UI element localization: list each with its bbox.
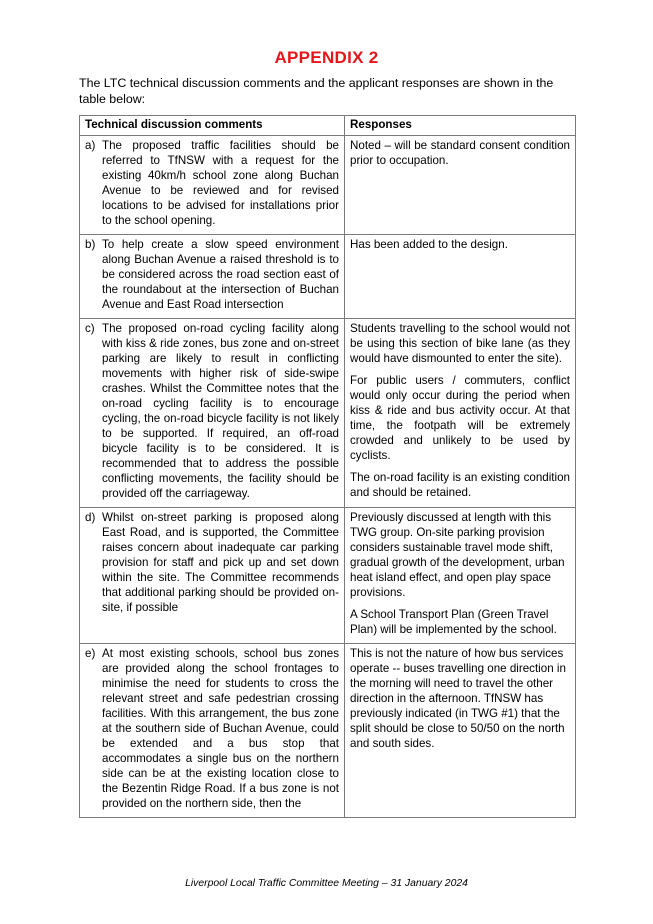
item-label: e) (85, 647, 96, 660)
comment-text: The proposed traffic facilities should be referred to TfNSW with a request for the existing 40km/h school zone along Buchan Avenue to be reviewed and for revised locations to be advised for installations prior to the school opening. (102, 139, 339, 227)
response-cell (345, 235, 576, 319)
item-label: a) (85, 139, 96, 152)
table-row (80, 319, 576, 508)
item-label: c) (85, 322, 95, 335)
response-cell (345, 319, 576, 508)
response-text: Previously discussed at length with this TWG group. On-site parking provision considers sustainable travel mode shift, gradual growth of the development, urban heat island effect, and open play space provisions. (350, 511, 565, 599)
header-responses: Responses (345, 116, 576, 136)
response-text: Noted – will be standard consent condition prior to occupation. (350, 139, 570, 167)
table-header-row (80, 116, 576, 136)
response-text: A School Transport Plan (Green Travel Plan) will be implemented by the school. (350, 608, 557, 636)
page-title: APPENDIX 2 (274, 48, 379, 67)
comment-cell (80, 508, 345, 644)
response-text: The on-road facility is an existing condition and should be retained. (350, 471, 570, 499)
response-text: Has been added to the design. (350, 238, 508, 251)
response-cell (345, 136, 576, 235)
item-label: b) (85, 238, 96, 251)
response-text: Students travelling to the school would not be using this section of bike lane (as they would have dismounted to enter the site). (350, 322, 570, 365)
table-row (80, 508, 576, 644)
intro-paragraph: The LTC technical discussion comments and the applicant responses are shown in the table below: (79, 76, 554, 106)
comment-cell (80, 235, 345, 319)
table-row (80, 136, 576, 235)
comment-text: To help create a slow speed environment along Buchan Avenue a raised threshold is to be considered across the road section east of the roundabout at the intersection of Buchan Avenue and East Road intersection (102, 238, 339, 311)
response-cell (345, 508, 576, 644)
response-text: For public users / commuters, conflict would only occur during the period when kiss & ride and bus activity occur. At that time, the footpath will be extremely crowded and unlikely to be used by cyclists. (350, 374, 570, 462)
comment-cell (80, 319, 345, 508)
comments-table (79, 115, 576, 818)
response-text: This is not the nature of how bus services operate -- buses travelling one direction in the morning will need to travel the other direction in the afternoon. TfNSW has previously indicated (in TWG #1) that the split should be close to 50/50 on the north and south sides. (350, 647, 566, 750)
comment-cell (80, 136, 345, 235)
comment-text: At most existing schools, school bus zones are provided along the school frontages to minimise the need for students to cross the relevant street and safe pedestrian crossing facilities. With this arrangement, the bus zone at the southern side of Buchan Avenue, could be extended and a bus stop that accommodates a single bus on the northern side can be at the existing location close to the Bezentin Ridge Road. If a bus zone is not provided on the northern side, then the (102, 647, 339, 810)
comment-text: The proposed on-road cycling facility along with kiss & ride zones, bus zone and on-street parking are likely to result in conflicting movements with higher risk of side-swipe crashes. Whilst the Committee notes that the on-road cycling facility is to encourage cycling, the on-road bicycle facility is not likely to be supported. If required, an off-road bicycle facility is to be considered. It is recommended that to address the possible conflicting movements, the facility should be provided off the carriageway. (102, 322, 339, 500)
page-footer: Liverpool Local Traffic Committee Meeting – 31 January 2024 (185, 878, 468, 889)
header-comments: Technical discussion comments (80, 116, 345, 136)
comment-text: Whilst on-street parking is proposed along East Road, and is supported, the Committee raises concern about inadequate car parking provision for staff and pick up and set down within the site. The Committee recommends that additional parking should be provided on-site, if possible (102, 511, 339, 614)
table-row (80, 235, 576, 319)
item-label: d) (85, 511, 96, 524)
table-row (80, 644, 576, 818)
response-cell (345, 644, 576, 818)
comment-cell (80, 644, 345, 818)
